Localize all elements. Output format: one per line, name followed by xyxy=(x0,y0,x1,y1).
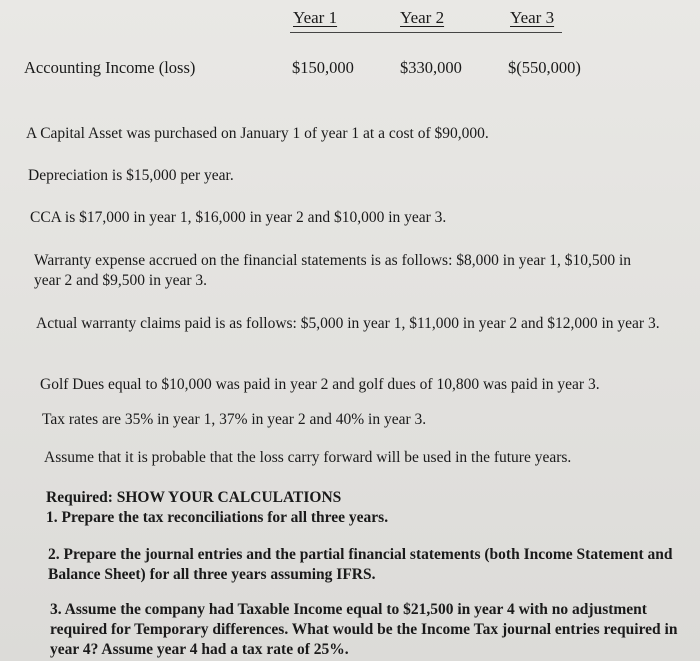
golf-dues-text: Golf Dues equal to $10,000 was paid in year 2 and golf dues of 10,800 was paid in year 3. xyxy=(40,376,600,393)
loss-carryforward-text: Assume that it is probable that the loss carry forward will be used in the future years. xyxy=(44,449,572,466)
tax-rates-text: Tax rates are 35% in year 1, 37% in year 2 and 40% in year 3. xyxy=(42,411,427,428)
warranty-expense-text: Warranty expense accrued on the financial statements is as follows: $8,000 in year 1, $10,500 in year 2 and $9,500 in year 3. xyxy=(34,252,632,289)
required-item-3: 3. Assume the company had Taxable Income equal to $21,500 in year 4 with no adjustment required for Temporary differences. What would be the Income Tax journal entries required in year 4? Assume year 4 had a tax rate of 25%. xyxy=(50,601,678,658)
required-item-2: 2. Prepare the journal entries and the partial financial statements (both Income Statement and Balance Sheet) for all three years assuming IFRS. xyxy=(48,546,673,583)
header-year-2: Year 2 xyxy=(400,8,445,27)
required-item-1: 1. Prepare the tax reconciliations for all three years. xyxy=(46,509,389,526)
header-year-3: Year 3 xyxy=(510,8,555,27)
header-year-1: Year 1 xyxy=(293,8,338,27)
income-year-2: $330,000 xyxy=(400,58,462,77)
warranty-claims-text: Actual warranty claims paid is as follows: $5,000 in year 1, $11,000 in year 2 and $12,000 in year 3. xyxy=(36,315,660,332)
income-year-3: $(550,000) xyxy=(508,58,581,77)
accounting-income-label: Accounting Income (loss) xyxy=(24,58,196,77)
required-heading: Required: SHOW YOUR CALCULATIONS xyxy=(46,489,342,506)
header-divider xyxy=(290,32,562,33)
income-year-1: $150,000 xyxy=(292,58,354,77)
asset-purchase-text: A Capital Asset was purchased on January 1 of year 1 at a cost of $90,000. xyxy=(26,125,489,142)
cca-text: CCA is $17,000 in year 1, $16,000 in year 2 and $10,000 in year 3. xyxy=(30,209,447,226)
depreciation-text: Depreciation is $15,000 per year. xyxy=(28,167,234,184)
